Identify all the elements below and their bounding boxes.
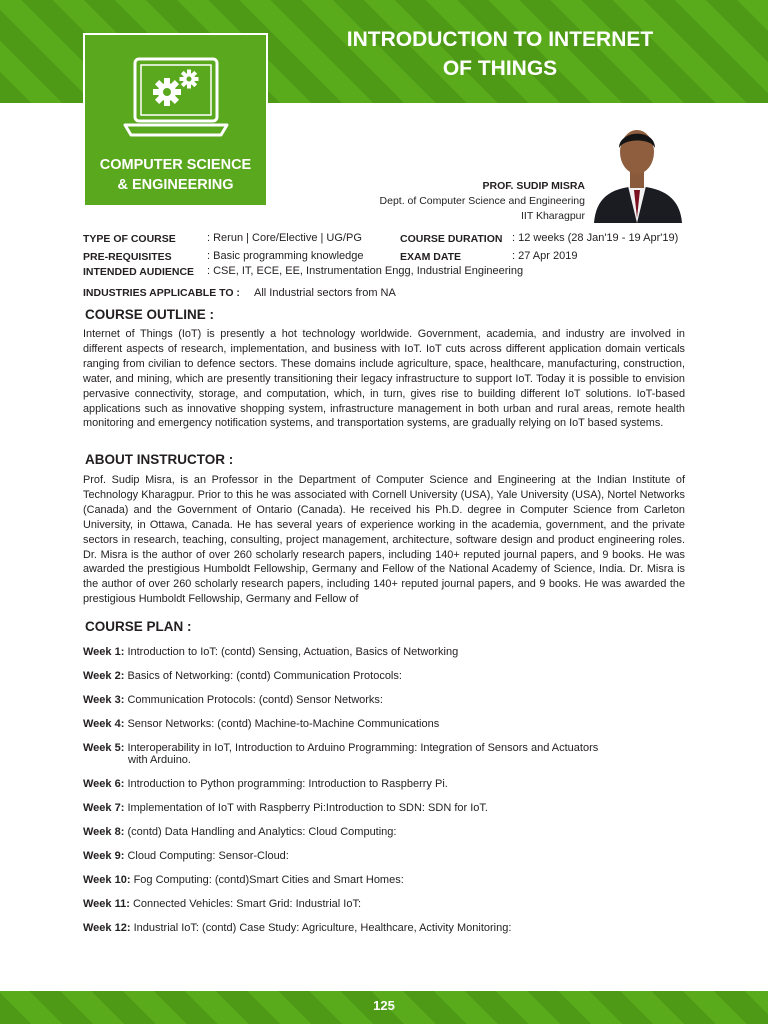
course-plan-week: [83, 646, 703, 658]
department-label: [85, 155, 266, 195]
department-logo-box: [83, 33, 268, 207]
week-label: Week 5:: [83, 742, 125, 754]
course-outline-text: Internet of Things (IoT) is presently a hot technology worldwide. Government, academia, and industry are involved in different aspects of research, implementation, and business with IoT. IoT cuts across different application domain verticals ranging from civilian to defence sectors. These domains include agriculture, space, healthcare, manufacturing, construction, water, and mining, which are presently transitioning their legacy infrastructure to support IoT. Today it is possible to envision pervasive connectivity, storage, and computation, which, in turn, gives rise to building different IoT solutions. IoT-based applications such as innovative shopping system, infrastructure management in both urban and rural areas, remote health monitoring and emergency notification systems, and transportation systems, are gradually relying on IoT based systems.: [83, 328, 685, 430]
course-plan-week: [83, 778, 703, 790]
course-plan-heading: COURSE PLAN :: [85, 619, 192, 634]
course-plan-week: [83, 850, 703, 862]
week-topics: (contd) Data Handling and Analytics: Cloud Computing:: [127, 826, 397, 838]
course-title-line-1: INTRODUCTION TO INTERNET: [346, 28, 654, 51]
course-plan-week: [83, 898, 703, 910]
type-of-course-label: TYPE OF COURSE: [83, 233, 176, 245]
instructor-department: Dept. of Computer Science and Engineering: [379, 195, 585, 207]
week-label: Week 11:: [83, 898, 130, 910]
course-plan-list: [83, 646, 703, 946]
week-label: Week 7:: [83, 802, 125, 814]
course-plan-week: [83, 802, 703, 814]
course-plan-week: [83, 742, 703, 766]
course-plan-week: [83, 826, 703, 838]
week-topics: Basics of Networking: (contd) Communication Protocols:: [127, 670, 402, 682]
week-topics: Fog Computing: (contd)Smart Cities and Smart Homes:: [133, 874, 404, 886]
week-topics: Connected Vehicles: Smart Grid: Industrial IoT:: [132, 898, 362, 910]
week-topics: Implementation of IoT with Raspberry Pi:Introduction to SDN: SDN for IoT.: [127, 802, 488, 814]
intended-audience-label: INTENDED AUDIENCE: [83, 266, 195, 278]
about-instructor-heading: ABOUT INSTRUCTOR :: [85, 452, 234, 467]
week-label: Week 3:: [83, 694, 125, 706]
course-duration-label: COURSE DURATION: [400, 233, 503, 245]
week-label: Week 4:: [83, 718, 125, 730]
laptop-gears-icon: [121, 55, 231, 141]
week-label: Week 2:: [83, 670, 125, 682]
course-plan-week: [83, 670, 703, 682]
instructor-institute: IIT Kharagpur: [520, 210, 585, 222]
course-title: [300, 25, 700, 83]
week-label: Week 8:: [83, 826, 125, 838]
week-label: Week 6:: [83, 778, 125, 790]
week-label: Week 12:: [83, 922, 131, 934]
week-topics: Introduction to Python programming: Introduction to Raspberry Pi.: [127, 778, 448, 790]
intended-audience-value: : CSE, IT, ECE, EE, Instrumentation Engg, Industrial Engineering: [207, 265, 524, 277]
course-plan-week: [83, 922, 703, 934]
week-label: Week 9:: [83, 850, 125, 862]
course-plan-week: [83, 718, 703, 730]
industries-value: All Industrial sectors from NA: [254, 287, 396, 299]
prerequisites-value: : Basic programming knowledge: [207, 250, 364, 262]
prerequisites-label: PRE-REQUISITES: [83, 251, 172, 263]
week-topics: Communication Protocols: (contd) Sensor Networks:: [127, 694, 383, 706]
department-line-2: & ENGINEERING: [117, 177, 234, 193]
instructor-photo: [588, 120, 686, 223]
week-topics: Cloud Computing: Sensor-Cloud:: [127, 850, 289, 862]
industries-label: INDUSTRIES APPLICABLE TO :: [83, 287, 240, 299]
week-topics-continued: with Arduino.: [128, 754, 191, 766]
course-plan-week: [83, 694, 703, 706]
exam-date-label: EXAM DATE: [400, 251, 462, 263]
page-number: 125: [373, 998, 395, 1013]
week-topics: Interoperability in IoT, Introduction to Arduino Programming: Integration of Sensors and Actuators: [127, 742, 599, 754]
about-instructor-text: Prof. Sudip Misra, is an Professor in the Department of Computer Science and Engineering at the Indian Institute of Technology Kharagpur. Prior to this he was associated with Cornell University (USA), Yale University (USA), Nortel Networks (Canada) and the Government of Ontario (Canada). He received his Ph.D. degree in Computer Science from Carleton University, in Ottawa, Canada. He has several years of experience working in the academia, government, and the private sectors in research, teaching, consulting, project management, architecture, software design and product engineering roles. Dr. Misra is the author of over 260 scholarly research papers, including 140+ reputed journal papers, and 9 books. He was awarded the prestigious Humboldt Fellowship, Germany and Fellow of the National Academy of Science, India. Dr. Misra is the author of over 260 scholarly research papers, including 140+ reputed journal papers, and 9 books. He was awarded the prestigious Humboldt Fellowship, Germany and Fellow of: [83, 474, 685, 606]
department-line-1: COMPUTER SCIENCE: [99, 157, 252, 173]
footer-banner: [0, 991, 768, 1024]
week-label: Week 1:: [83, 646, 125, 658]
week-topics: Introduction to IoT: (contd) Sensing, Actuation, Basics of Networking: [127, 646, 459, 658]
course-outline-heading: COURSE OUTLINE :: [85, 307, 215, 322]
week-topics: Sensor Networks: (contd) Machine-to-Machine Communications: [127, 718, 440, 730]
course-plan-week: [83, 874, 703, 886]
instructor-name: PROF. SUDIP MISRA: [482, 180, 585, 192]
course-duration-value: : 12 weeks (28 Jan'19 - 19 Apr'19): [512, 232, 679, 244]
week-topics: Industrial IoT: (contd) Case Study: Agriculture, Healthcare, Activity Monitoring:: [133, 922, 512, 934]
exam-date-value: : 27 Apr 2019: [512, 250, 578, 262]
course-title-line-2: OF THINGS: [442, 57, 558, 80]
type-of-course-value: : Rerun | Core/Elective | UG/PG: [207, 232, 362, 244]
week-label: Week 10:: [83, 874, 131, 886]
